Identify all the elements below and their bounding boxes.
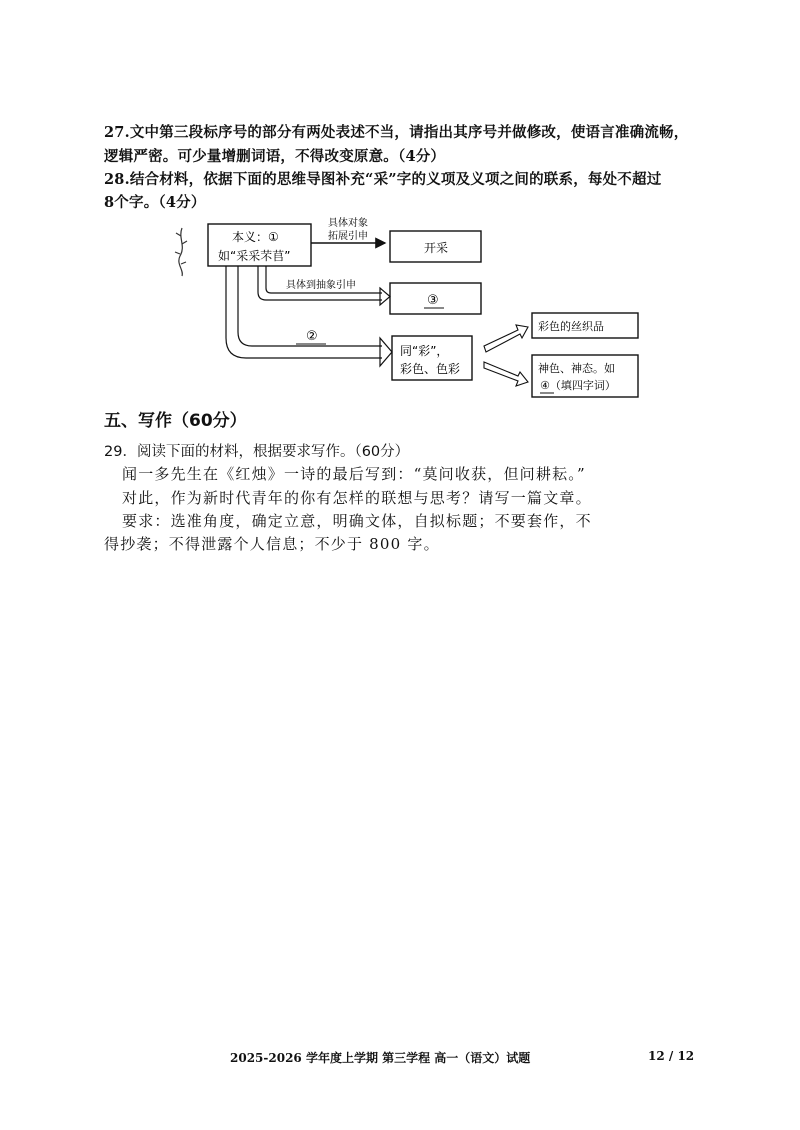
box-blank3-text: ③ [427,293,439,308]
q28-line2: 8个字。（4分） [104,194,206,211]
q29-material: 闻一多先生在《红烛》一诗的最后写到：“莫问收获，但问耕耘。” [122,465,586,483]
box-silk-text: 彩色的丝织品 [538,320,604,333]
section5-title: 五、写作（60分） [104,411,247,431]
q27-line1: 27.文中第三段标序号的部分有两处表述不当，请指出其序号并做修改，使语言准确流畅， [104,124,689,141]
box-demeanor-line1: 神色、神态。如 [538,362,615,375]
q28-line1: 28.结合材料，依据下面的思维导图补充“采”字的义项及义项之间的联系，每处不超过 [104,171,662,188]
arrow1-label-line2: 拓展引申 [328,231,368,242]
footer-title: 2025-2026 学年度上学期 第三学程 高一（语文）试题 [230,1051,531,1065]
box-demeanor-line2: ④（填四字词） [540,379,616,392]
arrow-to-silk [484,325,528,352]
arrow2-label: 具体到抽象引申 [286,280,356,291]
plant-sketch-icon [175,228,187,276]
footer-page-number: 12 / 12 [648,1049,695,1063]
box-original-line1: 本义：① [232,230,279,244]
box-original-line2: 如“采采芣苢” [218,249,291,263]
box-same-line1: 同“彩”， [400,344,449,358]
box-mining-text: 开采 [424,241,449,255]
box-same-line2: 彩色、色彩 [400,362,461,376]
arrow3-label: ② [306,329,318,344]
arrow1-label-line1: 具体对象 [328,218,368,229]
q29-question: 对此，作为新时代青年的你有怎样的联想与思考？请写一篇文章。 [122,489,592,507]
mind-map-diagram [160,210,660,405]
q29-prompt: 29．阅读下面的材料，根据要求写作。（60分） [104,444,410,460]
q29-requirements-line1: 要求：选准角度，确定立意，明确文体，自拟标题；不要套作，不 [122,512,592,530]
q29-requirements-line2: 得抄袭；不得泄露个人信息；不少于 800 字。 [104,535,440,553]
q27-line2: 逻辑严密。可少量增删词语，不得改变原意。（4分） [104,148,446,165]
arrow-to-demeanor [484,362,528,386]
